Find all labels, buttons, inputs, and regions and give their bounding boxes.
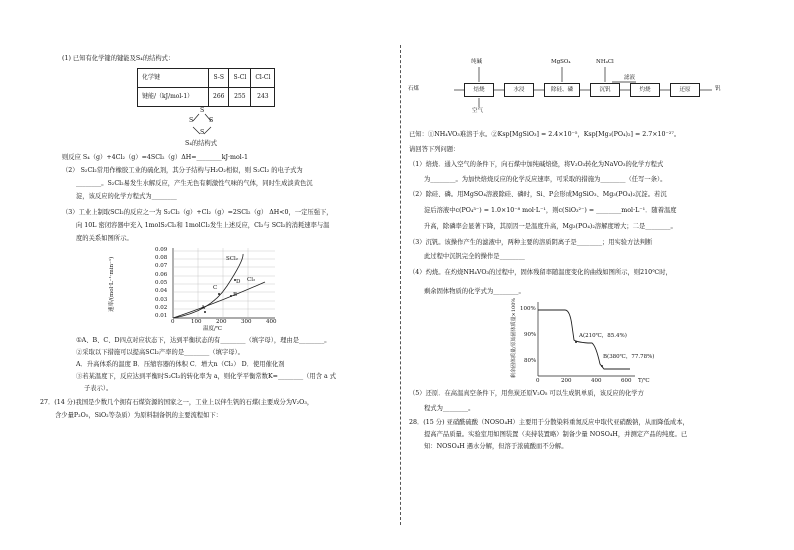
q2-line: （2） S₂Cl₂常用作橡胶工业的硫化剂，其分子结构与H₂O₂相似，则 S₂Cl₂ 的电子式为 <box>62 167 303 174</box>
tga-xtick: 600 <box>621 378 632 384</box>
flow-step-box: 还原 <box>670 83 700 97</box>
ask-line: 请回答下列问题： <box>409 146 460 153</box>
point-label: B <box>233 292 238 298</box>
r5-line: 程式为________。 <box>424 405 475 412</box>
flow-air-label: 空气 <box>472 108 484 114</box>
residue-curve-chart <box>510 297 660 390</box>
table-cell: 266 <box>209 88 229 107</box>
r3-line: 此过程中沉钒完全的操作是________ <box>424 253 525 260</box>
q3-line: 度的关系如图所示。 <box>76 235 133 242</box>
chart-ylabel: 速率/(mol·L⁻¹·min⁻¹) <box>109 256 115 312</box>
s-atom-label: S <box>200 107 205 114</box>
flow-end-label: 钒 <box>715 86 721 92</box>
flow-input-label: MgSO₄ <box>551 59 571 65</box>
chart-xtick: 100 <box>191 319 202 325</box>
tga-ytick: 100% <box>520 306 536 312</box>
point-a <box>575 341 577 343</box>
s-atom-label: S <box>189 117 194 124</box>
r4-line: 剩余固体物质的化学式为________。 <box>424 288 525 295</box>
q3-options: A．升高体系的温度 B．压缩容器的体积 C．增大n（Cl₂） D．使用催化剂 <box>76 361 285 368</box>
series-scl2-curve <box>173 254 243 318</box>
bond-energy-table <box>137 68 275 107</box>
series-label-scl2: SCl₂ <box>226 256 238 262</box>
table-cell: 255 <box>229 88 251 107</box>
point-b <box>230 295 232 297</box>
chart-ytick: 0.09 <box>155 247 168 253</box>
q27-line: 含少量P₂O₅，SiO₂等杂质）为原料制备钒的主要流程如下： <box>55 412 222 419</box>
chart-xtick: 200 <box>216 319 227 325</box>
series-label-cl2: Cl₂ <box>247 277 256 283</box>
tga-ytick: 80% <box>524 358 537 364</box>
q28-line: 知：NOSO₄H 遇水分解，但溶于浓硫酸而不分解。 <box>424 443 568 450</box>
flow-step-box: 焙烧 <box>464 83 494 97</box>
chart-ytick: 0.07 <box>155 263 168 269</box>
point-b <box>601 365 603 367</box>
point-label: D <box>236 279 241 285</box>
table-cell: 键能/（kJ/mol-1） <box>138 88 209 107</box>
q2-line: 淀，该反应的化学方程式为________ <box>76 193 177 200</box>
table-row <box>138 88 275 107</box>
flow-step-box: 沉钒 <box>590 83 620 97</box>
chart-ytick: 0.01 <box>155 313 168 319</box>
q1-intro: (1) 已知有化学键的键能及S₄的结构式： <box>62 55 175 62</box>
flow-filtrate-label: 滤液 <box>624 75 636 81</box>
flow-step-box: 灼烧 <box>630 83 660 97</box>
structure-caption: S₄的结构式 <box>185 140 218 147</box>
tga-ytick: 90% <box>524 332 537 338</box>
chart-xtick: 400 <box>266 319 277 325</box>
flow-input-label: 纯碱 <box>471 59 483 65</box>
q3-sub3: ③若某温度下，反应达到平衡时S₂Cl₂的转化率为 a，则化学平衡常数K=________（用含 a 式 <box>76 373 337 380</box>
point-c <box>218 293 220 295</box>
flow-start-label: 石煤 <box>408 86 420 92</box>
chart-ytick: 0.03 <box>155 297 168 303</box>
point-label: A <box>201 305 205 311</box>
r1-line: 为________。为加快焙烧反应的化学反应速率，可采取的措施为________（任写一条）。 <box>424 176 667 183</box>
s-atom-label: S <box>200 129 205 136</box>
q3-sub1: ①A、B、C、D四点对应状态下，达到平衡状态的有________（填字母），理由是________。 <box>76 337 331 344</box>
column-divider <box>400 45 401 525</box>
q2-line: ________。S₂Cl₂易发生水解反应，产生无色有刺激性气味的气体，同时生成淡黄色沉 <box>76 180 313 187</box>
chart-ytick: 0.06 <box>155 272 168 278</box>
tga-ylabel: 剩余固体质量/原始固体质量×100% <box>511 297 517 378</box>
flow-step-box: 除硅、磷 <box>544 83 580 97</box>
tga-xtick: 0 <box>536 378 540 384</box>
tga-xtick: 200 <box>561 378 572 384</box>
r5-line: （5）还原．在高温真空条件下，用焦炭还原V₂O₅ 可以生成钒单质，该反应的化学方 <box>409 390 644 397</box>
q1-reaction: 则反应 S₄（g）+4Cl₂（g）=4SCl₂（g）ΔH=________kJ·mol-1 <box>62 154 248 161</box>
r3-line: （3）沉钒。该操作产生的滤液中，两种主要的溶质阴离子是________；用实验方法判断 <box>409 239 653 246</box>
chart-xtick: 0 <box>171 319 175 325</box>
known-info: 已知：①NH₄VO₃难溶于水。②Ksp[MgSiO₃] = 2.4×10⁻⁵，Ksp[Mg₃(PO₄)₂] = 2.7×10⁻²⁷。 <box>409 131 681 138</box>
table-cell: 化学键 <box>138 69 209 88</box>
table-cell: S-Cl <box>229 69 251 88</box>
tga-xunit: T/℃ <box>638 378 650 384</box>
r2-line: 升高，除磷率会显著下降，其原因一是温度升高，Mg₃(PO₄)₂溶解度增大；二是________。 <box>424 223 677 230</box>
tga-point-a-label: A(210℃，85.4%) <box>579 333 627 339</box>
table-cell: S-S <box>209 69 229 88</box>
flow-input-label: NH₄Cl <box>596 59 614 65</box>
s-atom-label: S <box>209 117 214 124</box>
r1-line: （1）焙烧．通入空气的条件下，向石煤中加纯碱焙烧，将V₂O₃转化为NaVO₃的化学方程式 <box>409 161 664 168</box>
q3-line: 向 10L 密闭容器中充入 1molS₂Cl₂和 1molCl₂发生上述反应，Cl₂与 SCl₂的消耗速率与温 <box>76 222 330 229</box>
q28-line: 28．(15 分) 亚硝酰硫酸（NOSO₄H）主要用于分散染料重氮反应中取代亚硝酸钠，从而降低成本， <box>409 419 689 426</box>
q3-sub3: 子表示）。 <box>84 385 113 392</box>
table-row <box>138 69 275 88</box>
flow-step-box: 水浸 <box>504 83 534 97</box>
r2-line: （2）除硅、磷。用MgSO₄溶液除硅、磷时，Si、P会形成MgSiO₃、Mg₃(PO₄)₂沉淀。若沉 <box>409 191 667 198</box>
q3-sub2: ②采取以下措施可以提高SCl₂产率的是________（填字母）。 <box>76 349 244 356</box>
chart-ytick: 0.05 <box>155 280 168 286</box>
chart-xtick: 300 <box>241 319 252 325</box>
point-label: C <box>213 285 218 291</box>
chart-ytick: 0.08 <box>155 255 168 261</box>
r4-line: （4）灼烧。在灼烧NH₄VO₃的过程中，固体残留率随温度变化的曲线如图所示，则210℃时， <box>409 269 672 276</box>
table-cell: 243 <box>251 88 275 107</box>
chart-ytick: 0.02 <box>155 305 168 311</box>
tga-xtick: 400 <box>591 378 602 384</box>
chart-ytick: 0.04 <box>155 288 168 294</box>
q3-line: （3）工业上制取SCl₂的反应之一为 S₂Cl₂（g）+Cl₂（g）=2SCl₂（g） ΔH<0，一定压强下， <box>62 209 333 216</box>
chart-xlabel: 温度/℃ <box>203 326 223 332</box>
r2-line: 淀后溶液中c(PO₄³⁻) = 1.0×10⁻⁸ mol·L⁻¹，则c(SiO₃²⁻) = ________mol·L⁻¹．随着温度 <box>424 207 677 214</box>
tga-point-b-label: B(380℃，77.78%) <box>603 354 655 360</box>
q27-line: 27．(14 分)我国是少数几个拥有石煤资源的国家之一，工业上以伴生钒的石煤(主要成分为V₂O₃， <box>40 399 314 406</box>
table-cell: Cl-Cl <box>251 69 275 88</box>
q28-line: 提高产品质量。实验室用如图装置（夹持装置略）制备少量 NOSO₄H，并测定产品的纯度。已 <box>424 431 688 438</box>
